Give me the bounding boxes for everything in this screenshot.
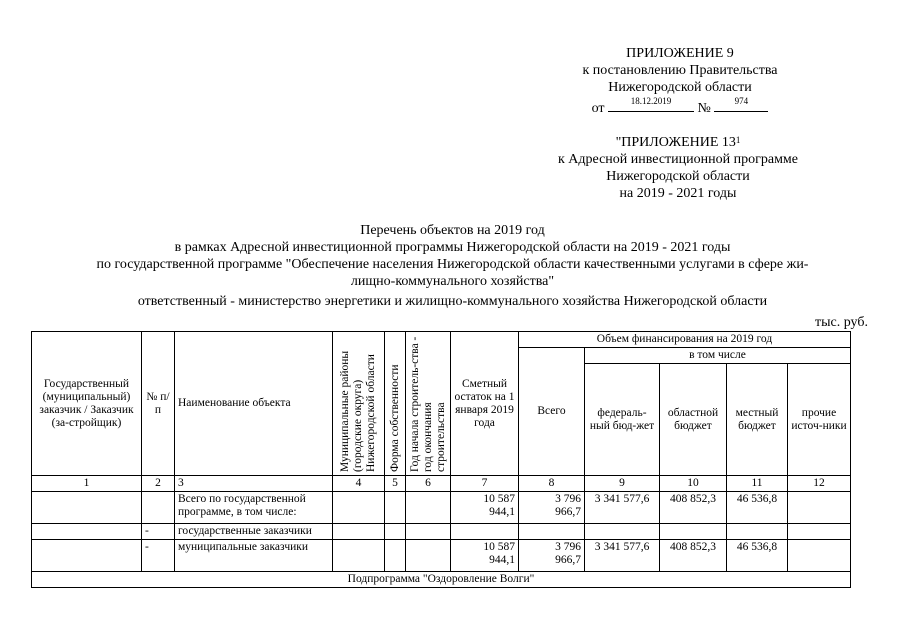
row-total-b: 966,7 bbox=[555, 506, 581, 518]
column-numbers-row bbox=[32, 476, 851, 492]
row-total bbox=[519, 524, 585, 540]
appendix-line2: Нижегородской области bbox=[608, 80, 752, 95]
row-name: государственные заказчики bbox=[175, 524, 333, 540]
row-years bbox=[406, 524, 451, 540]
row-federal: 3 341 577,6 bbox=[585, 492, 660, 524]
row-regional: 408 852,3 bbox=[660, 492, 727, 524]
row-estimate-b: 944,1 bbox=[489, 554, 515, 566]
row-federal bbox=[585, 524, 660, 540]
row-name: Всего по государственной программе, в том числе: bbox=[175, 492, 333, 524]
row-other bbox=[788, 524, 851, 540]
row-total bbox=[519, 540, 585, 572]
colnum: 3 bbox=[175, 476, 333, 492]
number-value: 974 bbox=[734, 96, 749, 106]
header-ownership bbox=[385, 332, 406, 476]
row-years bbox=[406, 540, 451, 572]
appendix13-sup: 1 bbox=[735, 135, 741, 145]
appendix13-line1: к Адресной инвестиционной программе bbox=[557, 152, 799, 167]
row-local: 46 536,8 bbox=[727, 492, 788, 524]
row-total-b: 966,7 bbox=[555, 554, 581, 566]
header-customer: Государственный (муниципальный) заказчик / Заказчик (за-стройщик) bbox=[32, 332, 142, 476]
header-years bbox=[406, 332, 451, 476]
row-ownership bbox=[385, 540, 406, 572]
appendix13-line2: Нижегородской области bbox=[606, 169, 750, 184]
colnum: 12 bbox=[788, 476, 851, 492]
header-funding: Объем финансирования на 2019 год bbox=[519, 332, 851, 348]
header-years-text: Год начала строитель-ства - год окончания строительства bbox=[408, 336, 447, 472]
appendix-date-line bbox=[560, 98, 800, 117]
row-customer bbox=[32, 524, 142, 540]
subprogram-title: Подпрограмма "Оздоровление Волги" bbox=[32, 572, 851, 588]
header-name: Наименование объекта bbox=[175, 332, 333, 476]
row-other bbox=[788, 492, 851, 524]
row-customer bbox=[32, 540, 142, 572]
row-estimate-a: 10 587 bbox=[483, 493, 515, 505]
colnum: 2 bbox=[142, 476, 175, 492]
from-label: от bbox=[591, 101, 605, 116]
header-total: Всего bbox=[519, 348, 585, 476]
header-ownership-text: Форма собственности bbox=[388, 363, 401, 472]
header-regional: областной бюджет bbox=[660, 364, 727, 476]
row-estimate bbox=[451, 540, 519, 572]
row-estimate-b: 944,1 bbox=[489, 506, 515, 518]
row-district bbox=[333, 524, 385, 540]
row-years bbox=[406, 492, 451, 524]
heading-line2: в рамках Адресной инвестиционной программы Нижегородской области на 2019 - 2021 годы bbox=[174, 240, 731, 255]
document-heading bbox=[0, 222, 905, 310]
row-regional: 408 852,3 bbox=[660, 540, 727, 572]
colnum: 6 bbox=[406, 476, 451, 492]
row-estimate-a: 10 587 bbox=[483, 541, 515, 553]
subprogram-row bbox=[32, 572, 851, 588]
header-estimate: Сметный остаток на 1 января 2019 года bbox=[451, 332, 519, 476]
appendix13-title-text: "ПРИЛОЖЕНИЕ 13 bbox=[615, 135, 736, 150]
row-other bbox=[788, 540, 851, 572]
table-row bbox=[32, 540, 851, 572]
appendix13-title bbox=[548, 134, 808, 151]
date-value: 18.12.2019 bbox=[630, 96, 672, 106]
row-total-a: 3 796 bbox=[555, 541, 581, 553]
colnum: 4 bbox=[333, 476, 385, 492]
appendix-line1: к постановлению Правительства bbox=[582, 63, 778, 78]
number-sign: № bbox=[697, 101, 711, 116]
appendix13-line3: на 2019 - 2021 годы bbox=[619, 186, 737, 201]
colnum: 5 bbox=[385, 476, 406, 492]
row-district bbox=[333, 492, 385, 524]
heading-line5: ответственный - министерство энергетики и жилищно-коммунального хозяйства Нижегородской области bbox=[137, 294, 768, 309]
header-including: в том числе bbox=[585, 348, 851, 364]
table-row bbox=[32, 492, 851, 524]
row-customer bbox=[32, 492, 142, 524]
header-num: № п/п bbox=[142, 332, 175, 476]
row-estimate bbox=[451, 524, 519, 540]
units-label: тыс. руб. bbox=[815, 315, 868, 330]
colnum: 8 bbox=[519, 476, 585, 492]
row-local bbox=[727, 524, 788, 540]
row-total bbox=[519, 492, 585, 524]
colnum: 9 bbox=[585, 476, 660, 492]
table-row bbox=[32, 524, 851, 540]
row-estimate bbox=[451, 492, 519, 524]
header-federal: федераль-ный бюд-жет bbox=[585, 364, 660, 476]
header-districts-text: Муниципальные районы (городские округа) Нижегородской области bbox=[339, 350, 377, 472]
row-federal: 3 341 577,6 bbox=[585, 540, 660, 572]
row-ownership bbox=[385, 524, 406, 540]
row-local: 46 536,8 bbox=[727, 540, 788, 572]
colnum: 7 bbox=[451, 476, 519, 492]
row-num bbox=[142, 492, 175, 524]
row-num: - bbox=[142, 540, 175, 572]
row-regional bbox=[660, 524, 727, 540]
header-other: прочие источ-ники bbox=[788, 364, 851, 476]
colnum: 10 bbox=[660, 476, 727, 492]
row-name: муниципальные заказчики bbox=[175, 540, 333, 572]
heading-line4: лищно-коммунального хозяйства" bbox=[350, 274, 555, 289]
number-field bbox=[714, 98, 768, 112]
header-districts bbox=[333, 332, 385, 476]
appendix-title: ПРИЛОЖЕНИЕ 9 bbox=[626, 46, 734, 61]
row-district bbox=[333, 540, 385, 572]
row-total-a: 3 796 bbox=[555, 493, 581, 505]
colnum: 1 bbox=[32, 476, 142, 492]
header-local: местный бюджет bbox=[727, 364, 788, 476]
row-num: - bbox=[142, 524, 175, 540]
appendix13-block bbox=[548, 134, 808, 202]
investment-table bbox=[31, 331, 851, 588]
date-field bbox=[608, 98, 694, 112]
heading-line3: по государственной программе "Обеспечение населения Нижегородской области качественными услугами в сфере жи- bbox=[96, 257, 809, 272]
colnum: 11 bbox=[727, 476, 788, 492]
row-ownership bbox=[385, 492, 406, 524]
heading-line1: Перечень объектов на 2019 год bbox=[360, 223, 545, 238]
appendix-block bbox=[560, 45, 800, 117]
